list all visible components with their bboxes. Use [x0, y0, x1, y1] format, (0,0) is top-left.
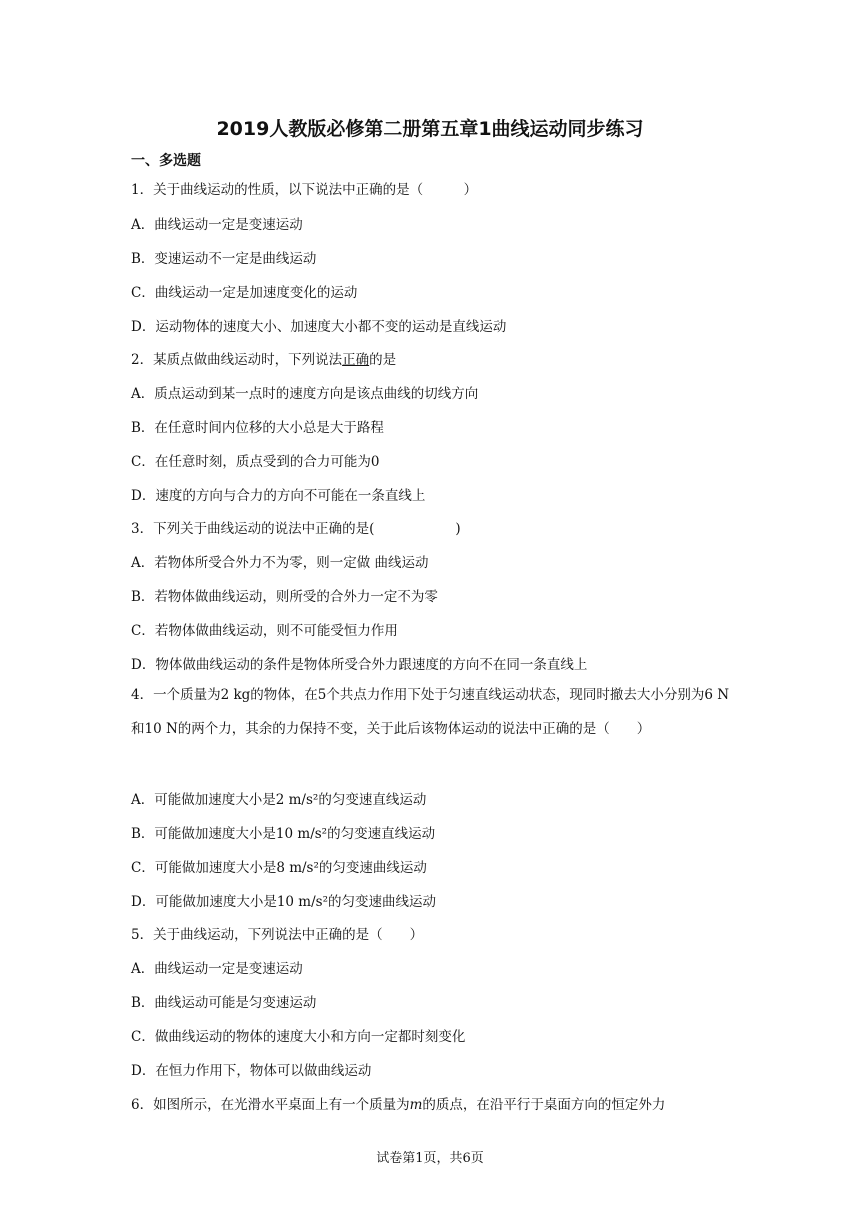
question-2-option-c: C．在任意时刻，质点受到的合力可能为0	[131, 454, 380, 470]
page-title: 2019人教版必修第二册第五章1曲线运动同步练习	[216, 118, 644, 140]
question-1-option-d: D．运动物体的速度大小、加速度大小都不变的运动是直线运动	[131, 319, 507, 335]
question-6-stem-var: m	[409, 1097, 423, 1113]
question-3-option-b: B．若物体做曲线运动，则所受的合外力一定不为零	[131, 589, 438, 605]
question-1-option-a: A．曲线运动一定是变速运动	[131, 217, 303, 233]
question-2-stem-prefix: 2．某质点做曲线运动时，下列说法	[131, 352, 343, 368]
question-5-option-a: A．曲线运动一定是变速运动	[131, 961, 303, 977]
question-5-option-b: B．曲线运动可能是匀变速运动	[131, 995, 317, 1011]
question-2-option-a: A．质点运动到某一点时的速度方向是该点曲线的切线方向	[131, 386, 479, 402]
question-6-stem-suffix: 的质点，在沿平行于桌面方向的恒定外力	[422, 1097, 666, 1113]
question-1-option-b: B．变速运动不一定是曲线运动	[131, 251, 317, 267]
question-2-option-b: B．在任意时间内位移的大小总是大于路程	[131, 420, 384, 436]
question-5-option-c: C．做曲线运动的物体的速度大小和方向一定都时刻变化	[131, 1029, 466, 1045]
question-1-stem: 1．关于曲线运动的性质，以下说法中正确的是（ ）	[131, 182, 478, 198]
question-4-option-b: B．可能做加速度大小是10 m/s²的匀变速直线运动	[131, 826, 436, 842]
question-3-option-a: A．若物体所受合外力不为零，则一定做 曲线运动	[131, 555, 429, 571]
question-4-option-d: D．可能做加速度大小是10 m/s²的匀变速曲线运动	[131, 894, 436, 910]
question-2-stem-underlined: 正确	[342, 352, 370, 368]
question-1-option-c: C．曲线运动一定是加速度变化的运动	[131, 285, 358, 301]
section-heading: 一、多选题	[131, 153, 201, 169]
question-6-stem	[131, 1093, 665, 1113]
question-2-stem-suffix: 的是	[369, 352, 397, 368]
question-3-stem: 3．下列关于曲线运动的说法中正确的是( )	[131, 521, 461, 537]
question-3-option-d: D．物体做曲线运动的条件是物体所受合外力跟速度的方向不在同一条直线上	[131, 657, 588, 673]
question-4-stem: 4．一个质量为2 kg的物体，在5个共点力作用下处于匀速直线运动状态，现同时撤去大小分别为6 N和10 N的两个力，其余的力保持不变，关于此后该物体运动的说法中正确的是（ ）	[131, 687, 730, 737]
question-4-option-c: C．可能做加速度大小是8 m/s²的匀变速曲线运动	[131, 860, 427, 876]
question-4-option-a: A．可能做加速度大小是2 m/s²的匀变速直线运动	[131, 792, 427, 808]
question-2-stem	[131, 348, 396, 368]
question-3-option-c: C．若物体做曲线运动，则不可能受恒力作用	[131, 623, 398, 639]
page-footer: 试卷第1页，共6页	[376, 1151, 484, 1166]
question-2-option-d: D．速度的方向与合力的方向不可能在一条直线上	[131, 488, 426, 504]
question-5-stem: 5．关于曲线运动，下列说法中正确的是（ ）	[131, 927, 424, 943]
question-5-option-d: D．在恒力作用下，物体可以做曲线运动	[131, 1063, 372, 1079]
question-6-stem-prefix: 6．如图所示，在光滑水平桌面上有一个质量为	[131, 1097, 410, 1113]
